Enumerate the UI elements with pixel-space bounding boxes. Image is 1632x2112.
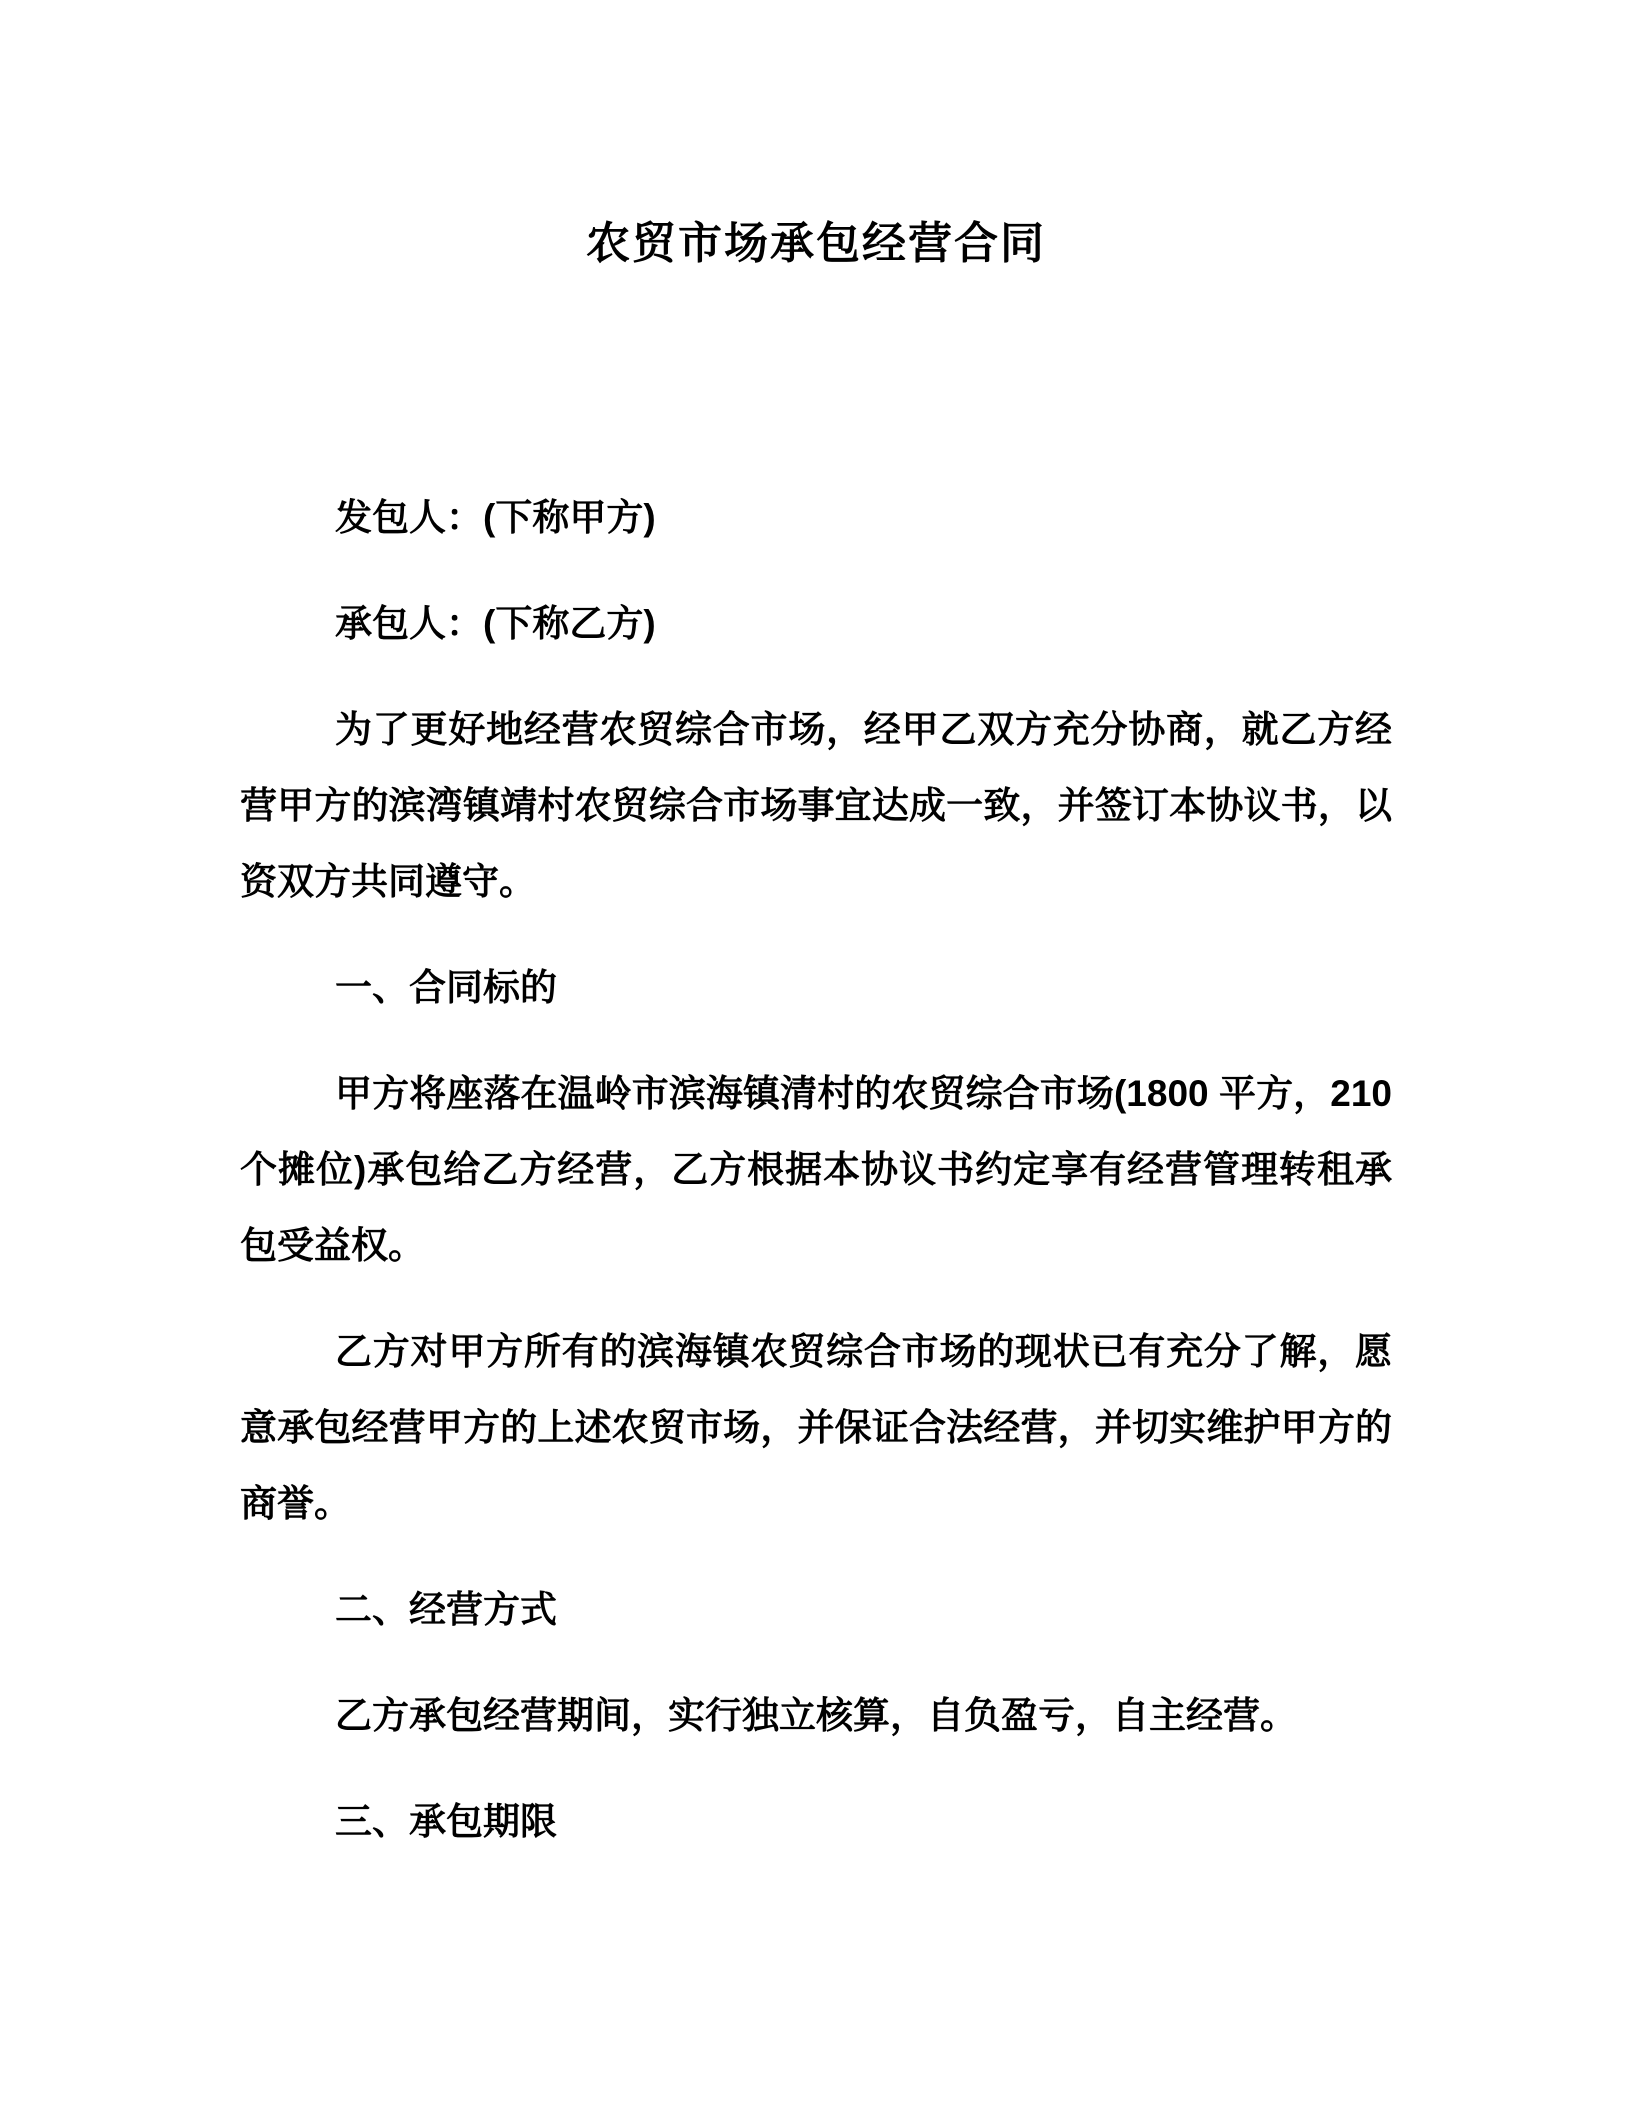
section-1-heading: 一、合同标的: [335, 967, 557, 1008]
party-b-line: 承包人：(下称乙方): [335, 603, 656, 644]
party-a-line: 发包人：(下称甲方): [335, 497, 656, 538]
section-2-heading: 二、经营方式: [335, 1589, 557, 1630]
section-1-paragraph-2: 乙方对甲方所有的滨海镇农贸综合市场的现状已有充分了解，愿意承包经营甲方的上述农贸市场，并保证合法经营，并切实维护甲方的商誉。: [240, 1331, 1392, 1524]
section-1-paragraph-1: 甲方将座落在温岭市滨海镇清村的农贸综合市场(1800 平方，210 个摊位)承包给乙方经营，乙方根据本协议书约定享有经营管理转租承包受益权。: [240, 1073, 1392, 1266]
preamble-paragraph: 为了更好地经营农贸综合市场，经甲乙双方充分协商，就乙方经营甲方的滨湾镇靖村农贸综合市场事宜达成一致，并签订本协议书，以资双方共同遵守。: [240, 709, 1392, 902]
section-3-heading: 三、承包期限: [335, 1801, 557, 1842]
section-2-paragraph-1: 乙方承包经营期间，实行独立核算，自负盈亏，自主经营。: [335, 1695, 1297, 1736]
document-title: 农贸市场承包经营合同: [586, 219, 1046, 268]
